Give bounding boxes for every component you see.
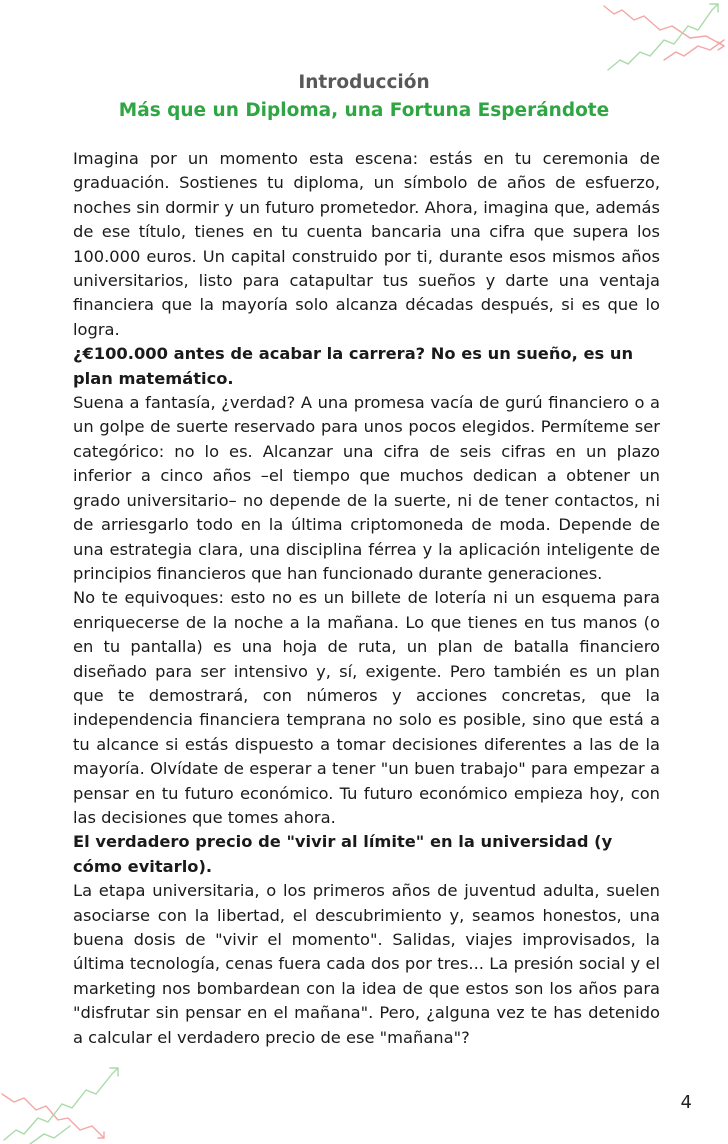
trend-arrows-graphic-top [600,0,728,78]
page-header [0,71,728,123]
page-number: 4 [680,1092,692,1113]
paragraph-2: Suena a fantasía, ¿verdad? A una promesa vacía de gurú financiero o a un golpe de suerte reservado para unos pocos elegidos. Permíteme ser categórico: no lo es. Alcanzar una cifra de seis cifras en un plazo inferior a cinco años –el tiempo que muchos dedican a obtener un grado universitario– no depende de la suerte, ni de tener contactos, ni de arriesgarlo todo en la última criptomoneda de moda. Depende de una estrategia clara, una disciplina férrea y la aplicación inteligente de principios financieros que han funcionado durante generaciones. [73,393,660,583]
section-heading-2: El verdadero precio de "vivir al límite" en la universidad (y cómo evitarlo). [73,832,613,876]
paragraph-3: No te equivoques: esto no es un billete de lotería ni un esquema para enriquecerse de la noche a la mañana. Lo que tienes en tus manos (o en tu pantalla) es una hoja de ruta, un plan de batalla financiero diseñado para ser intensivo y, sí, exigente. Pero también es un plan que te demostrará, con números y acciones concretas, que la independencia financiera temprana no solo es posible, sino que está a tu alcance si estás dispuesto a tomar decisiones diferentes a las de la mayoría. Olvídate de esperar a tener "un buen trabajo" para empezar a pensar en tu futuro económico. Tu futuro económico empieza hoy, con las decisiones que tomes ahora. [73,588,660,827]
section-heading-1: ¿€100.000 antes de acabar la carrera? No es un sueño, es un plan matemático. [73,344,634,388]
chapter-subtitle: Más que un Diploma, una Fortuna Esperándote [118,100,610,121]
trend-arrows-graphic-bottom [0,1060,130,1144]
body-text [73,147,660,1050]
paragraph-4: La etapa universitaria, o los primeros años de juventud adulta, suelen asociarse con la libertad, el descubrimiento y, seamos honestos, una buena dosis de "vivir el momento". Salidas, viajes improvisados, la última tecnología, cenas fuera cada dos por tres... La presión social y el marketing nos bombardean con la idea de que estos son los años para "disfrutar sin pensar en el mañana". Pero, ¿alguna vez te has detenido a calcular el verdadero precio de ese "mañana"? [73,881,660,1047]
paragraph-1: Imagina por un momento esta escena: estás en tu ceremonia de graduación. Sostienes tu diploma, un símbolo de años de esfuerzo, noches sin dormir y un futuro prometedor. Ahora, imagina que, además de ese título, tienes en tu cuenta bancaria una cifra que supera los 100.000 euros. Un capital construido por ti, durante esos mismos años universitarios, listo para catapultar tus sueños y darte una ventaja financiera que la mayoría solo alcanza décadas después, si es que lo logra. [73,149,660,339]
chapter-title: Introducción [298,72,430,93]
